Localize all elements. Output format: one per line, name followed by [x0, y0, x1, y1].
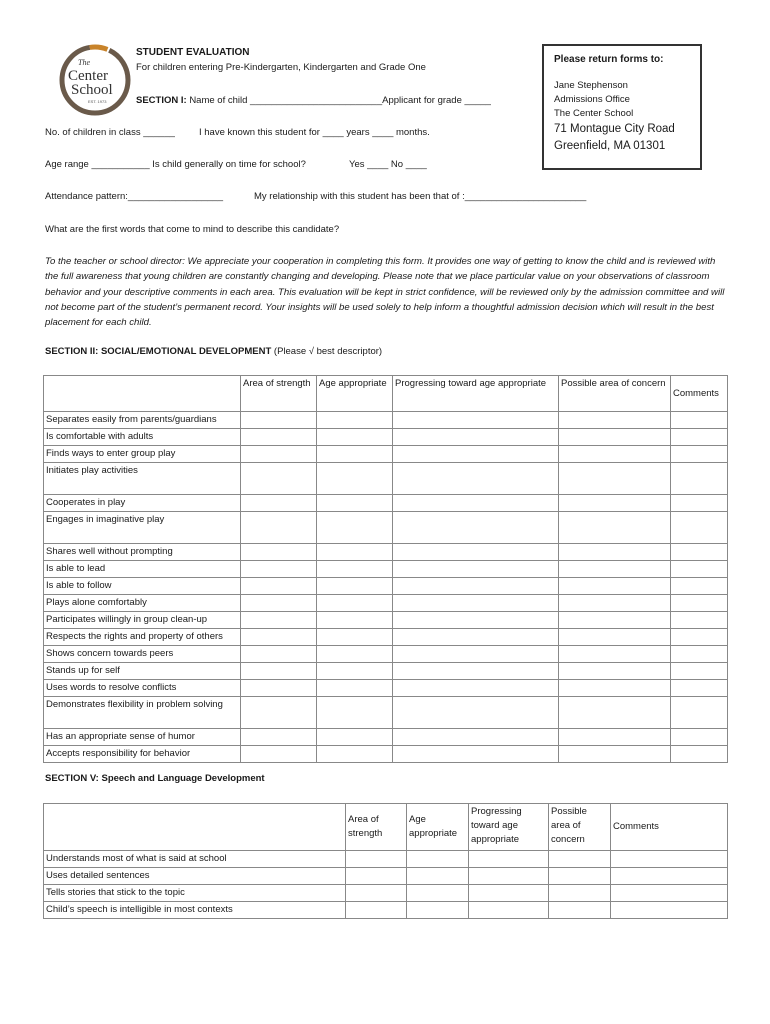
return-name: Jane Stephenson	[554, 80, 628, 91]
table-row	[44, 463, 728, 495]
rating-cell[interactable]	[671, 595, 728, 612]
table-row	[44, 578, 728, 595]
rating-cell[interactable]	[317, 495, 393, 512]
rating-cell[interactable]	[393, 729, 559, 746]
rating-cell[interactable]	[317, 697, 393, 729]
rating-cell[interactable]	[317, 646, 393, 663]
section2-table	[43, 375, 728, 763]
rating-cell[interactable]	[559, 561, 671, 578]
rating-cell[interactable]	[317, 663, 393, 680]
rating-cell[interactable]	[393, 495, 559, 512]
rating-cell[interactable]	[671, 612, 728, 629]
form-subtitle: For children entering Pre-Kindergarten, Kindergarten and Grade One	[136, 62, 426, 73]
section2-title	[45, 346, 382, 357]
rating-cell[interactable]	[559, 463, 671, 495]
row-label: Shares well without prompting	[44, 544, 241, 561]
rating-cell[interactable]	[241, 729, 317, 746]
rating-cell[interactable]	[317, 680, 393, 697]
rating-cell[interactable]	[317, 561, 393, 578]
rating-cell[interactable]	[671, 561, 728, 578]
table-row	[44, 629, 728, 646]
table-row	[44, 544, 728, 561]
table-row	[44, 595, 728, 612]
row-label: Participates willingly in group clean-up	[44, 612, 241, 629]
row-label: Has an appropriate sense of humor	[44, 729, 241, 746]
rating-cell[interactable]	[549, 902, 611, 919]
row-label: Cooperates in play	[44, 495, 241, 512]
rating-cell[interactable]	[241, 495, 317, 512]
rating-cell[interactable]	[346, 902, 407, 919]
row-label: Understands most of what is said at school	[44, 851, 346, 868]
rating-cell[interactable]	[317, 612, 393, 629]
rating-cell[interactable]	[393, 746, 559, 763]
rating-cell[interactable]	[671, 512, 728, 544]
row-label: Uses words to resolve conflicts	[44, 680, 241, 697]
rating-cell[interactable]	[671, 412, 728, 429]
rating-cell[interactable]	[393, 680, 559, 697]
relationship-field[interactable]: My relationship with this student has been that of :_______________________	[254, 191, 587, 202]
row-label: Demonstrates flexibility in problem solving	[44, 697, 241, 729]
rating-cell[interactable]	[393, 578, 559, 595]
rating-cell[interactable]	[241, 629, 317, 646]
first-words-question: What are the first words that come to mind to describe this candidate?	[45, 224, 340, 235]
col-progressing: Progressing toward age appropriate	[469, 804, 549, 851]
row-label: Plays alone comfortably	[44, 595, 241, 612]
intro-paragraph: To the teacher or school director: We appreciate your cooperation in completing this form. It provides one way of getting to know the child and is reviewed with the full awareness that young children are constantly changing and developing. Please note that we place particular value on your observations of classroom behavior and your descriptive comments in each area. This evaluation will be kept in strict confidence, will be reviewed only by the admission committee and will not become part of the student’s permanent record. Your insights will be used solely to help inform a thoughtful admission decision which will result in the best placement for each child.	[45, 256, 725, 329]
section2-title-bold: SECTION II: SOCIAL/EMOTIONAL DEVELOPMENT	[45, 346, 272, 357]
col-possible-concern: Possible area of concern	[549, 804, 611, 851]
rating-cell[interactable]	[469, 885, 549, 902]
table-row	[44, 663, 728, 680]
rating-cell[interactable]	[559, 578, 671, 595]
rating-cell[interactable]	[317, 595, 393, 612]
rating-cell[interactable]	[241, 697, 317, 729]
row-label: Tells stories that stick to the topic	[44, 885, 346, 902]
logo-est: EST. 1973	[88, 99, 107, 104]
row-label: Shows concern towards peers	[44, 646, 241, 663]
rating-cell[interactable]	[559, 612, 671, 629]
rating-cell[interactable]	[241, 680, 317, 697]
table-row	[44, 512, 728, 544]
rating-cell[interactable]	[393, 412, 559, 429]
rating-cell[interactable]	[393, 697, 559, 729]
rating-cell[interactable]	[241, 646, 317, 663]
rating-cell[interactable]	[241, 595, 317, 612]
rating-cell[interactable]	[559, 429, 671, 446]
rating-cell[interactable]	[241, 612, 317, 629]
return-school: The Center School	[554, 108, 634, 119]
rating-cell[interactable]	[393, 646, 559, 663]
return-street: 71 Montague City Road	[554, 123, 675, 135]
rating-cell[interactable]	[241, 412, 317, 429]
table-header-row	[44, 804, 728, 851]
table-row	[44, 446, 728, 463]
rating-cell[interactable]	[469, 868, 549, 885]
header-blank	[44, 804, 346, 851]
rating-cell[interactable]	[559, 544, 671, 561]
section5-table	[43, 803, 728, 919]
logo-school: School	[71, 82, 113, 98]
rating-cell[interactable]	[241, 746, 317, 763]
logo-the: The	[78, 58, 90, 67]
table-header-row	[44, 376, 728, 412]
rating-cell[interactable]	[393, 446, 559, 463]
rating-cell[interactable]	[241, 578, 317, 595]
rating-cell[interactable]	[559, 446, 671, 463]
table-row	[44, 729, 728, 746]
rating-cell[interactable]	[559, 663, 671, 680]
age-range-field[interactable]: Age range ___________ Is child generally on time for school?	[45, 159, 306, 170]
center-school-logo	[58, 43, 132, 117]
rating-cell[interactable]	[241, 512, 317, 544]
logo-center: Center	[68, 68, 108, 84]
row-label: Engages in imaginative play	[44, 512, 241, 544]
rating-cell[interactable]	[393, 512, 559, 544]
col-age-appropriate: Age appropriate	[317, 376, 393, 412]
return-address-box	[542, 44, 702, 170]
row-label: Stands up for self	[44, 663, 241, 680]
rating-cell[interactable]	[671, 680, 728, 697]
rating-cell[interactable]	[549, 851, 611, 868]
return-title: Please return forms to:	[554, 54, 664, 65]
rating-cell[interactable]	[559, 697, 671, 729]
rating-cell[interactable]	[559, 646, 671, 663]
rating-cell[interactable]	[549, 868, 611, 885]
table-row	[44, 612, 728, 629]
table-row	[44, 902, 728, 919]
rating-cell[interactable]	[671, 544, 728, 561]
table-row	[44, 680, 728, 697]
rating-cell[interactable]	[317, 512, 393, 544]
table-row	[44, 697, 728, 729]
row-label: Child’s speech is intelligible in most contexts	[44, 902, 346, 919]
col-progressing: Progressing toward age appropriate	[393, 376, 559, 412]
rating-cell[interactable]	[317, 746, 393, 763]
col-area-of-strength: Area of strength	[346, 804, 407, 851]
table-row	[44, 851, 728, 868]
return-city: Greenfield, MA 01301	[554, 140, 666, 152]
rating-cell[interactable]	[317, 629, 393, 646]
table-row	[44, 495, 728, 512]
attendance-field[interactable]: Attendance pattern:__________________	[45, 191, 224, 202]
known-duration-field[interactable]: I have known this student for ____ years ____ months.	[199, 127, 430, 138]
rating-cell[interactable]	[559, 512, 671, 544]
header-blank	[44, 376, 241, 412]
rating-cell[interactable]	[241, 446, 317, 463]
section5-body	[44, 851, 728, 919]
table-row	[44, 885, 728, 902]
on-time-yes-no-field[interactable]: Yes ____ No ____	[349, 159, 427, 170]
rating-cell[interactable]	[559, 595, 671, 612]
rating-cell[interactable]	[671, 429, 728, 446]
rating-cell[interactable]	[671, 729, 728, 746]
section5-title: SECTION V: Speech and Language Development	[45, 773, 265, 784]
rating-cell[interactable]	[549, 885, 611, 902]
table-row	[44, 646, 728, 663]
col-area-of-strength: Area of strength	[241, 376, 317, 412]
rating-cell[interactable]	[671, 446, 728, 463]
rating-cell[interactable]	[559, 746, 671, 763]
rating-cell[interactable]	[317, 412, 393, 429]
row-label: Is able to lead	[44, 561, 241, 578]
rating-cell[interactable]	[317, 463, 393, 495]
rating-cell[interactable]	[241, 561, 317, 578]
table-row	[44, 412, 728, 429]
row-label: Accepts responsibility for behavior	[44, 746, 241, 763]
section2-title-rest: (Please √ best descriptor)	[271, 346, 383, 357]
rating-cell[interactable]	[241, 663, 317, 680]
rating-cell[interactable]	[317, 429, 393, 446]
rating-cell[interactable]	[671, 629, 728, 646]
rating-cell[interactable]	[317, 578, 393, 595]
row-label: Finds ways to enter group play	[44, 446, 241, 463]
rating-cell[interactable]	[393, 663, 559, 680]
rating-cell[interactable]	[407, 851, 469, 868]
rating-cell[interactable]	[317, 729, 393, 746]
rating-cell[interactable]	[559, 729, 671, 746]
rating-cell[interactable]	[346, 885, 407, 902]
rating-cell[interactable]	[611, 851, 728, 868]
rating-cell[interactable]	[671, 646, 728, 663]
row-label: Respects the rights and property of others	[44, 629, 241, 646]
return-office: Admissions Office	[554, 94, 630, 105]
rating-cell[interactable]	[241, 429, 317, 446]
col-comments: Comments	[671, 376, 728, 412]
children-in-class-field[interactable]: No. of children in class ______	[45, 127, 175, 138]
row-label: Is able to follow	[44, 578, 241, 595]
table-row	[44, 429, 728, 446]
rating-cell[interactable]	[317, 544, 393, 561]
rating-cell[interactable]	[469, 902, 549, 919]
rating-cell[interactable]	[671, 463, 728, 495]
child-name-field[interactable]: Name of child _________________________Applicant for grade _____	[189, 95, 491, 106]
table-row	[44, 561, 728, 578]
rating-cell[interactable]	[407, 868, 469, 885]
rating-cell[interactable]	[671, 663, 728, 680]
rating-cell[interactable]	[469, 851, 549, 868]
form-title: STUDENT EVALUATION	[136, 47, 250, 58]
rating-cell[interactable]	[611, 902, 728, 919]
row-label: Initiates play activities	[44, 463, 241, 495]
section1-label: SECTION I:	[136, 95, 187, 106]
rating-cell[interactable]	[611, 868, 728, 885]
rating-cell[interactable]	[317, 446, 393, 463]
rating-cell[interactable]	[559, 495, 671, 512]
rating-cell[interactable]	[393, 463, 559, 495]
rating-cell[interactable]	[611, 885, 728, 902]
row-label: Uses detailed sentences	[44, 868, 346, 885]
col-possible-concern: Possible area of concern	[559, 376, 671, 412]
section2-body	[44, 412, 728, 763]
rating-cell[interactable]	[393, 544, 559, 561]
rating-cell[interactable]	[393, 429, 559, 446]
col-age-appropriate: Age appropriate	[407, 804, 469, 851]
rating-cell[interactable]	[241, 544, 317, 561]
rating-cell[interactable]	[393, 595, 559, 612]
rating-cell[interactable]	[241, 463, 317, 495]
section1-row	[136, 95, 491, 106]
rating-cell[interactable]	[346, 851, 407, 868]
rating-cell[interactable]	[407, 902, 469, 919]
rating-cell[interactable]	[559, 412, 671, 429]
table-row	[44, 746, 728, 763]
rating-cell[interactable]	[671, 746, 728, 763]
rating-cell[interactable]	[671, 578, 728, 595]
rating-cell[interactable]	[346, 868, 407, 885]
rating-cell[interactable]	[393, 561, 559, 578]
rating-cell[interactable]	[671, 495, 728, 512]
rating-cell[interactable]	[671, 697, 728, 729]
rating-cell[interactable]	[393, 612, 559, 629]
rating-cell[interactable]	[559, 629, 671, 646]
row-label: Is comfortable with adults	[44, 429, 241, 446]
table-row	[44, 868, 728, 885]
rating-cell[interactable]	[559, 680, 671, 697]
rating-cell[interactable]	[393, 629, 559, 646]
col-comments: Comments	[611, 804, 728, 851]
rating-cell[interactable]	[407, 885, 469, 902]
row-label: Separates easily from parents/guardians	[44, 412, 241, 429]
